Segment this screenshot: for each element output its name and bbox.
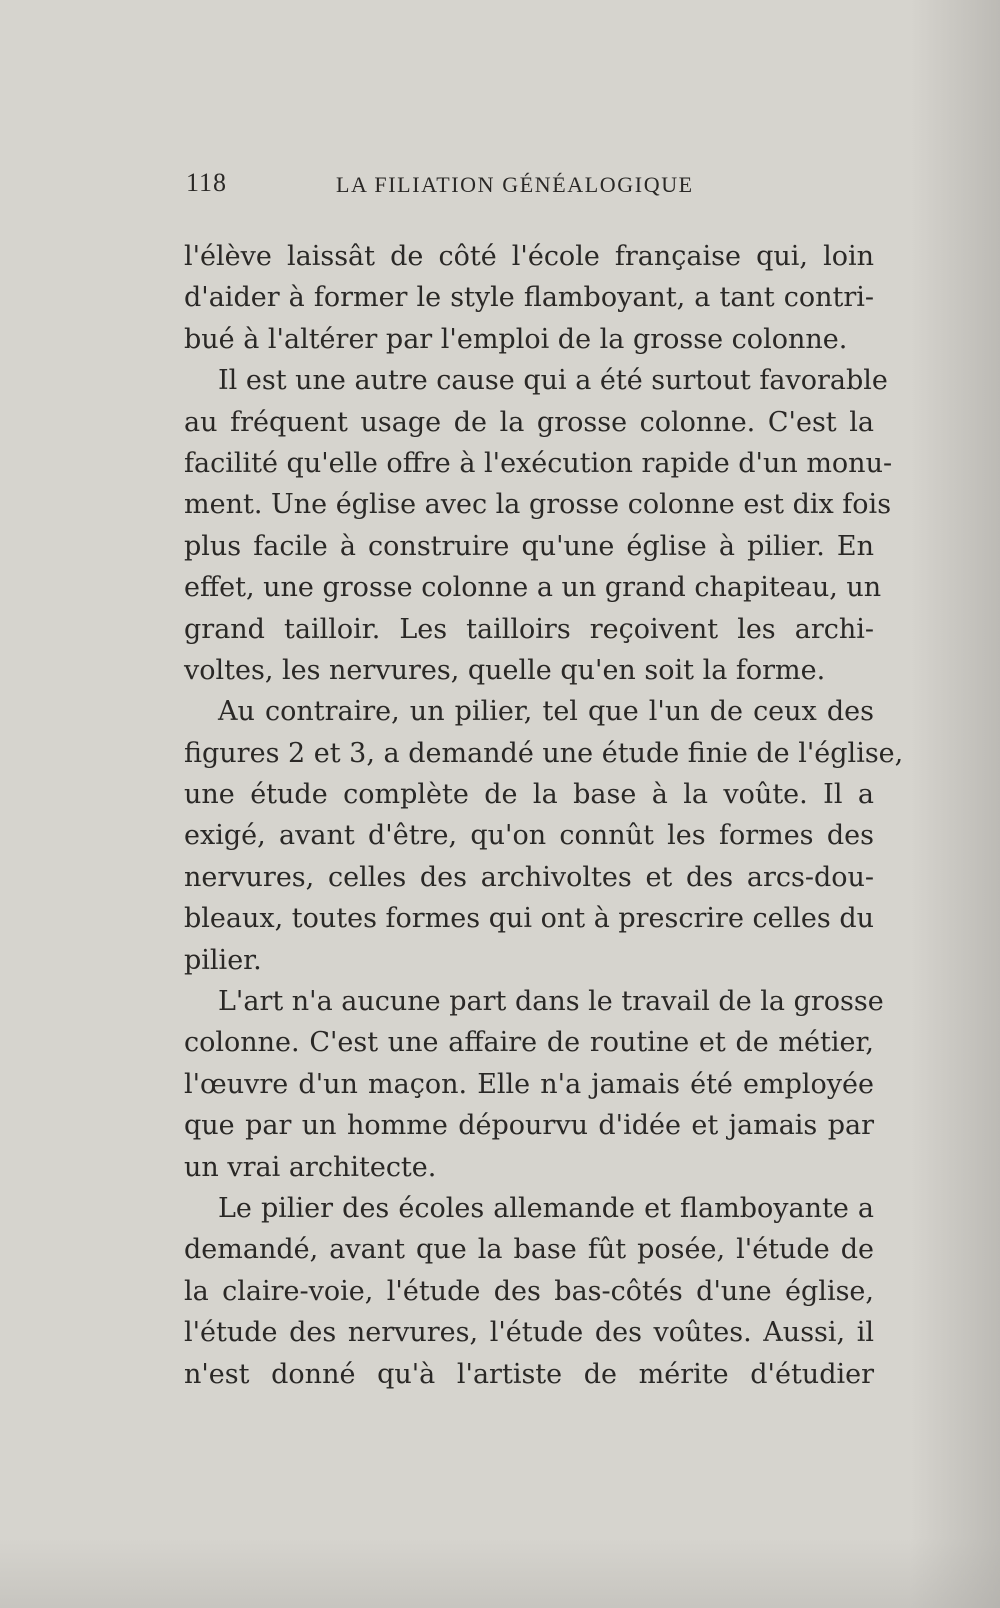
text-line: pilier. — [184, 944, 262, 976]
text-line: Le pilier des écoles allemande et flamboyante a — [218, 1192, 874, 1224]
text-line: plus facile à construire qu'une église à pilier. En — [184, 530, 874, 562]
text-line: au fréquent usage de la grosse colonne. C'est la — [184, 406, 874, 438]
text-line: Il est une autre cause qui a été surtout favorable — [218, 365, 888, 397]
body-text — [184, 236, 904, 1395]
text-line: que par un homme dépourvu d'idée et jamais par — [184, 1110, 874, 1142]
text-line: l'étude des nervures, l'étude des voûtes. Aussi, il — [184, 1317, 874, 1349]
text-line: voltes, les nervures, quelle qu'en soit la forme. — [184, 654, 826, 686]
text-line: facilité qu'elle offre à l'exécution rapide d'un monu- — [184, 447, 893, 479]
paragraph — [184, 236, 874, 360]
text-line: nervures, celles des archivoltes et des arcs-dou- — [184, 861, 874, 893]
paragraph — [184, 360, 893, 691]
page-bottom-shadow — [0, 1538, 1000, 1608]
text-line: un vrai architecte. — [184, 1151, 437, 1183]
text-line: une étude complète de la base à la voûte. Il a — [184, 779, 874, 811]
text-line: bué à l'altérer par l'emploi de la grosse colonne. — [184, 323, 848, 355]
text-line: figures 2 et 3, a demandé une étude finie de l'église, — [184, 737, 904, 769]
paragraph — [184, 1188, 874, 1395]
text-line: demandé, avant que la base fût posée, l'étude de — [184, 1234, 874, 1266]
paragraph — [184, 981, 884, 1188]
page-header — [186, 168, 726, 208]
paragraph — [184, 691, 904, 981]
text-line: grand tailloir. Les tailloirs reçoivent les archi- — [184, 613, 874, 645]
text-line: l'élève laissât de côté l'école française qui, loin — [184, 241, 874, 272]
text-line: n'est donné qu'à l'artiste de mérite d'étudier — [184, 1358, 874, 1390]
text-line: l'œuvre d'un maçon. Elle n'a jamais été employée — [184, 1068, 874, 1100]
page-number: 118 — [186, 168, 228, 197]
text-line: L'art n'a aucune part dans le travail de la grosse — [218, 986, 884, 1018]
running-title: LA FILIATION GÉNÉALOGIQUE — [336, 172, 694, 197]
text-line: la claire-voie, l'étude des bas-côtés d'une église, — [184, 1275, 874, 1307]
text-line: Au contraire, un pilier, tel que l'un de ceux des — [218, 696, 874, 728]
text-line: d'aider à former le style flamboyant, a tant contri- — [184, 282, 874, 314]
text-line: bleaux, toutes formes qui ont à prescrire celles du — [184, 903, 874, 935]
page-edge-shadow — [910, 0, 1000, 1608]
text-line: exigé, avant d'être, qu'on connût les formes des — [184, 820, 874, 852]
text-line: colonne. C'est une affaire de routine et de métier, — [184, 1027, 874, 1059]
text-line: ment. Une église avec la grosse colonne est dix fois — [184, 489, 892, 521]
text-line: effet, une grosse colonne a un grand chapiteau, un — [184, 572, 882, 604]
